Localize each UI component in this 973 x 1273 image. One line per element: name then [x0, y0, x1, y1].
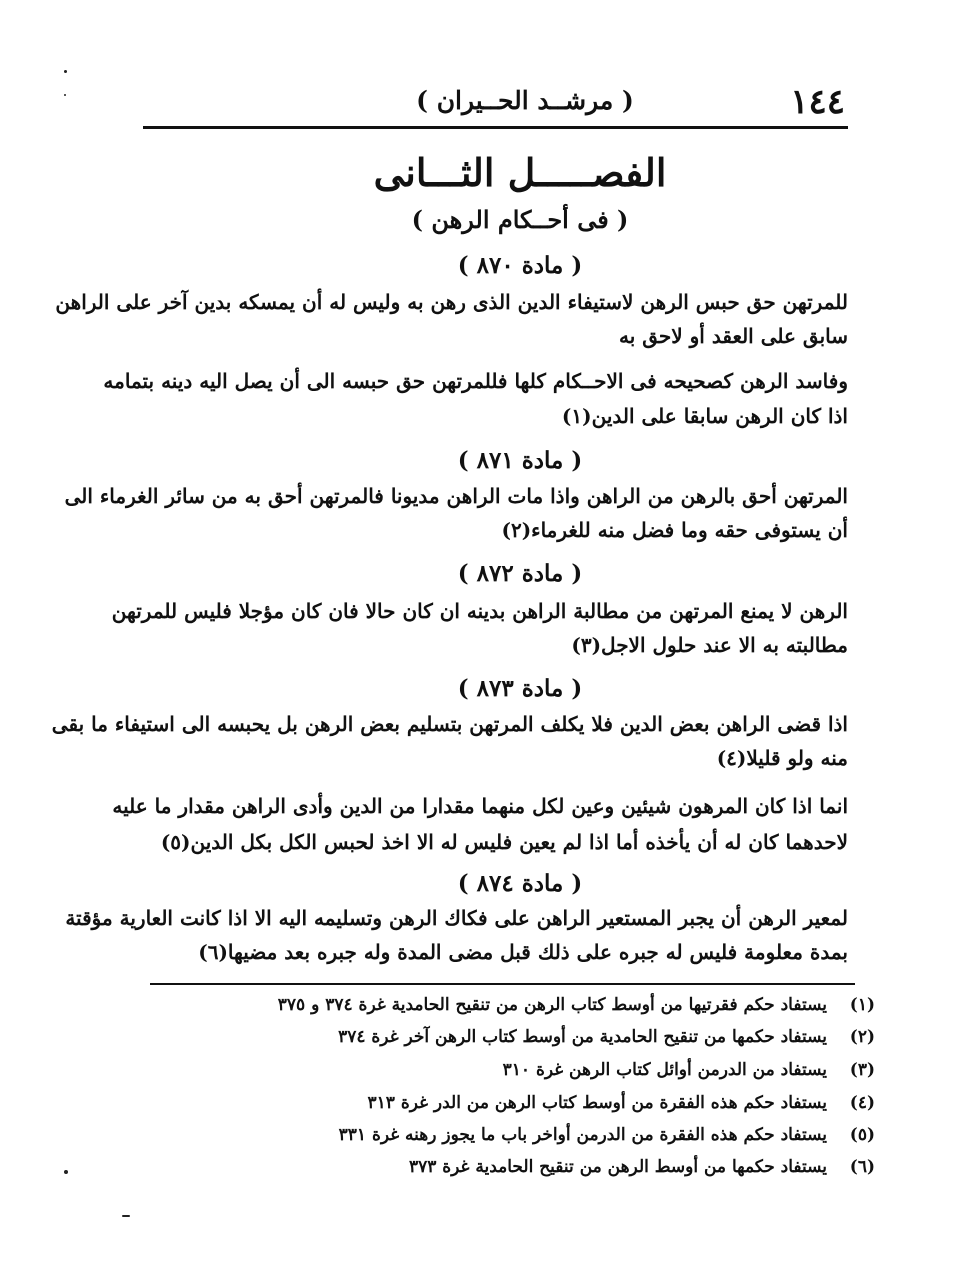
article-872-para-1-line-1: الرهن لا يمنع المرتهن من مطالبة الراهن بدينه ان كان حالا فان كان مؤجلا فليس للمرتهن	[111, 599, 848, 623]
article-873-para-2-line-1: انما اذا كان المرهون شيئين وعين لكل منهما مقدارا من الدين وأدى الراهن مقدار ما عليه	[112, 794, 848, 818]
footnote-3	[155, 1060, 875, 1080]
footnote-divider	[150, 983, 855, 985]
article-870-para-2-line-2: اذا كان الرهن سابقا على الدين(١)	[561, 404, 848, 428]
footnote-number: (٢)	[849, 1027, 875, 1047]
footnote-text: يستفاد حكمها من تنقيح الحامدية من أوسط كتاب الرهن آخر غرة ٣٧٤	[338, 1027, 827, 1047]
header-divider	[143, 126, 848, 129]
footnote-number: (٥)	[849, 1125, 875, 1145]
page-number: ١٤٤	[790, 82, 845, 122]
article-874-para-1-line-1: لمعير الرهن أن يجبر المستعير الراهن على فكاك الرهن وتسليمه اليه الا اذا كانت العارية مؤقتة	[65, 906, 848, 930]
footnote-4	[155, 1093, 875, 1113]
article-873-para-1-line-1: اذا قضى الراهن بعض الدين فلا يكلف المرتهن بتسليم بعض الرهن بل يحبسه الى استيفاء ما بقى	[51, 712, 848, 736]
footnote-text: يستفاد حكم فقرتيها من أوسط كتاب الرهن من تنقيح الحامدية غرة ٣٧٤ و ٣٧٥	[277, 995, 827, 1015]
scan-speck	[64, 94, 66, 96]
footnote-number: (٤)	[849, 1093, 875, 1113]
chapter-subtitle: ( فى أحــكام الرهن )	[411, 205, 629, 234]
article-heading-870: ( مادة ٨٧٠ )	[457, 252, 583, 279]
article-874-para-1-line-2: بمدة معلومة فليس له جبره على ذلك قبل مضى المدة وله جبره بعد مضيها(٦)	[198, 940, 848, 964]
footnote-number: (٣)	[849, 1060, 875, 1080]
article-870-para-2-line-1: وفاسد الرهن كصحيحه فى الاحــكام كلها فللمرتهن حق حبسه الى أن يصل اليه دينه بتمامه	[103, 369, 848, 393]
article-871-para-1-line-1: المرتهن أحق بالرهن من الراهن واذا مات الراهن مديونا فالمرتهن أحق به من سائر الغرماء الى	[64, 484, 848, 508]
footnote-2	[155, 1027, 875, 1047]
footnote-number: (٦)	[849, 1157, 875, 1177]
footnote-text: يستفاد حكم هذه الفقرة من الدرمن أواخر باب ما يجوز رهنه غرة ٣٣١	[338, 1125, 827, 1145]
scan-speck	[64, 1170, 68, 1174]
article-871-para-1-line-2: أن يستوفى حقه وما فضل منه للغرماء(٢)	[501, 518, 848, 542]
article-873-para-2-line-2: لاحدهما كان له أن يأخذه أما اذا لم يعين فليس له الا اخذ لحبس الكل بكل الدين(٥)	[160, 830, 848, 854]
article-heading-873: ( مادة ٨٧٣ )	[457, 675, 583, 702]
footnote-text: يستفاد من الدرمن أوائل كتاب الرهن غرة ٣١٠	[502, 1060, 827, 1080]
article-872-para-1-line-2: مطالبته به الا عند حلول الاجل(٣)	[571, 633, 848, 657]
footnote-text: يستفاد حكم هذه الفقرة من أوسط كتاب الرهن من الدر غرة ٣١٣	[367, 1093, 827, 1113]
footnote-number: (١)	[849, 995, 875, 1015]
chapter-title: الفصـــــل الثـــانى	[373, 150, 667, 195]
footnote-5	[155, 1125, 875, 1145]
scan-speck	[64, 70, 67, 73]
scan-speck	[122, 1215, 130, 1217]
article-heading-874: ( مادة ٨٧٤ )	[457, 870, 583, 897]
article-heading-871: ( مادة ٨٧١ )	[457, 447, 583, 474]
article-873-para-1-line-2: منه ولو قليلا(٤)	[716, 746, 848, 770]
article-870-para-1-line-1: للمرتهن حق حبس الرهن لاستيفاء الدين الذى رهن به وليس له أن يمسكه بدين آخر على الراهن	[55, 290, 848, 314]
article-heading-872: ( مادة ٨٧٢ )	[457, 560, 583, 587]
article-870-para-1-line-2: سابق على العقد أو لاحق به	[618, 324, 848, 348]
running-title: ( مرشــد الحــيران )	[416, 86, 634, 115]
footnote-1	[155, 995, 875, 1015]
footnote-text: يستفاد حكمها من أوسط الرهن من تنقيح الحامدية غرة ٣٧٣	[408, 1157, 827, 1177]
footnote-6	[155, 1157, 875, 1177]
